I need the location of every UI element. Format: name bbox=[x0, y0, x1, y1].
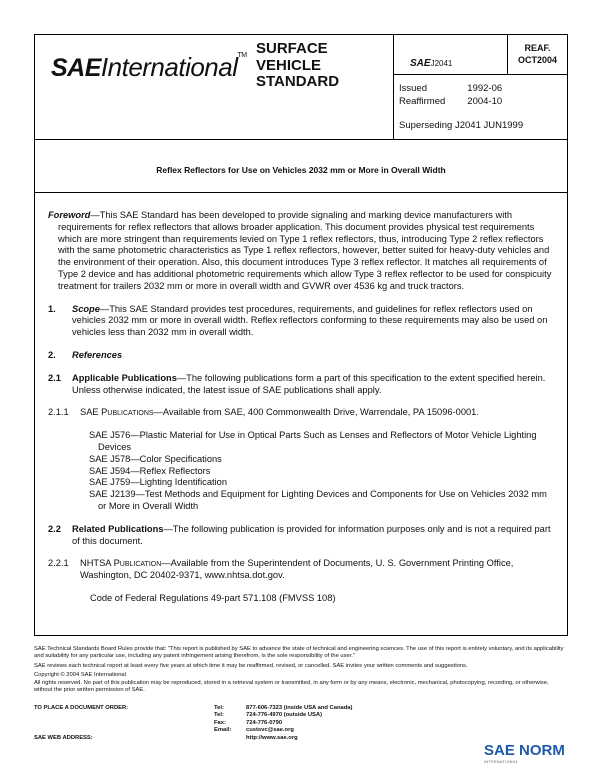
title-divider bbox=[34, 192, 568, 193]
sae-publications-list bbox=[48, 430, 556, 513]
reaffirmed-value: 2004-10 bbox=[467, 95, 503, 107]
cfr-reference: Code of Federal Regulations 49-part 571.108 (FMVSS 108) bbox=[90, 592, 336, 603]
logo-tm: TM bbox=[237, 52, 247, 59]
tel-value: 877-606-7323 (inside USA and Canada) bbox=[246, 705, 353, 711]
footer-rights: All rights reserved. No part of this publication may be reproduced, stored in a retrieval system or transmitted, in any form or by any means, electronic, mechanical, photocopying, recording, or otherwise, without the prior written permission of SAE. bbox=[34, 679, 549, 694]
nhtsa-number: 2.2.1 bbox=[48, 558, 69, 569]
section-related-publications bbox=[48, 524, 556, 548]
web-label: SAE WEB ADDRESS: bbox=[34, 734, 93, 741]
reaf-date: OCT2004 bbox=[517, 55, 558, 65]
section-references bbox=[48, 350, 556, 362]
sae-pubs-label: SAE Publications bbox=[80, 407, 154, 418]
scope-label: Scope bbox=[72, 303, 100, 314]
list-item: SAE J578—Color Specifications bbox=[89, 453, 222, 464]
applicable-label: Applicable Publications bbox=[72, 372, 177, 383]
section-sae-publications bbox=[48, 407, 556, 419]
standard-title-line-1: SURFACE bbox=[256, 40, 328, 57]
foreword-label: Foreword bbox=[48, 210, 91, 220]
reaffirmed-label: Reaffirmed bbox=[399, 95, 446, 107]
header-divider-horizontal bbox=[393, 74, 568, 75]
sae-international-logo bbox=[51, 52, 247, 83]
document-number bbox=[410, 58, 452, 69]
applicable-number: 2.1 bbox=[48, 372, 61, 383]
superseding-note: Superseding J2041 JUN1999 bbox=[399, 120, 524, 131]
nhtsa-text: —Available from the Superintendent of Documents, U. S. Government Printing Office, Washington, DC 20402-9371, www.nhtsa.dot.gov. bbox=[80, 558, 514, 581]
doc-number: J2041 bbox=[430, 59, 453, 68]
doc-prefix: SAE bbox=[410, 58, 431, 69]
issued-label: Issued bbox=[399, 83, 427, 94]
fax-value: 724-776-0790 bbox=[246, 719, 283, 726]
footer-rules: SAE Technical Standards Board Rules provide that: "This report is published by SAE to advance the state of technical and engineering sciences. The use of this report is entirely voluntary, and its applicability and suitability for any particular use, including any patent infringement arising therefrom, is the sole responsibility of the user." bbox=[34, 646, 564, 660]
tel2-label: Tel: bbox=[214, 712, 224, 719]
foreword-text: —This SAE Standard has been developed to provide signaling and marking device manufacturers with requirements for reflex reflectors that allows broader application. This document provides physical test requirements which are more stringent than requirements levied on Type 1 reflex reflectors, thus, introducing Type 2 reflex reflectors with the same photometric characteristics as Type 1 reflex reflectors, however, better suited for heavy-duty vehicles and the environment of their operation. Also, this document introduces Type 3 reflex reflector. It matches all requirements of Type 2 device and has additional photometric requirements which allow Type 3 reflex reflector to be used for conspicuity treatment for trailers 2032 mm or more in overall width and GVWR over 4536 kg and truck tractors. bbox=[58, 210, 552, 291]
standard-title-line-2: VEHICLE bbox=[256, 56, 322, 74]
section-applicable-publications bbox=[48, 373, 556, 397]
document-body bbox=[48, 210, 556, 605]
issued-value: 1992-06 bbox=[467, 83, 503, 94]
sae-pubs-text: —Available from SAE, 400 Commonwealth Drive, Warrendale, PA 15096-0001. bbox=[153, 407, 479, 418]
footer-review: SAE reviews each technical report at least every five years at which time it may be reaffirmed, revised, or cancelled. SAE invites your written comments and suggestions. bbox=[34, 662, 468, 669]
scope-text: —This SAE Standard provides test procedures, requirements, and guidelines for reflex reflectors used on vehicles 2032 mm or more in overall width. Reflex reflectors conforming to these requirements may also be used on vehicles less than 2032 mm in overall width. bbox=[72, 303, 548, 338]
watermark-sub: INTERNATIONAL bbox=[484, 760, 519, 764]
section-nhtsa-publication bbox=[48, 558, 556, 582]
standard-title-line-3: STANDARD bbox=[256, 73, 340, 90]
footer-copyright: Copyright © 2004 SAE International bbox=[34, 672, 126, 679]
related-label: Related Publications bbox=[72, 523, 164, 534]
applicable-text: —The following publications form a part of this specification to the extent specified herein. Unless otherwise indicated, the latest issue of SAE publications shall apply. bbox=[72, 372, 546, 395]
sae-pubs-number: 2.1.1 bbox=[48, 407, 69, 418]
document-title: Reflex Reflectors for Use on Vehicles 2032 mm or More in Overall Width bbox=[156, 165, 446, 175]
related-number: 2.2 bbox=[48, 523, 61, 534]
logo-international: International bbox=[100, 52, 238, 82]
references-label: References bbox=[72, 349, 123, 360]
related-text: —The following publication is provided for information purposes only and is not a required part of this document. bbox=[72, 523, 551, 546]
tel2-value: 724-776-4970 (outside USA) bbox=[246, 712, 323, 719]
references-number: 2. bbox=[48, 349, 56, 360]
list-item: SAE J759—Lighting Identification bbox=[89, 477, 227, 488]
email-link[interactable]: custsvc@sae.org bbox=[246, 727, 294, 734]
standard-type-title bbox=[256, 41, 339, 91]
email-label: Email: bbox=[214, 727, 232, 734]
reaffirmed-box bbox=[507, 42, 568, 66]
sae-norm-watermark bbox=[484, 742, 565, 764]
foreword-paragraph bbox=[48, 210, 556, 293]
order-label: TO PLACE A DOCUMENT ORDER: bbox=[34, 705, 129, 711]
list-item: SAE J2139—Test Methods and Equipment for Lighting Devices and Components for Use on Vehicles 2032 mm or More in Overall Width bbox=[89, 489, 547, 511]
tel-label: Tel: bbox=[214, 705, 224, 711]
logo-sae: SAE bbox=[51, 54, 101, 82]
list-item: SAE J594—Reflex Reflectors bbox=[89, 465, 211, 476]
list-item: SAE J576—Plastic Material for Use in Optical Parts Such as Lenses and Reflectors of Motor Vehicle Lighting Devices bbox=[89, 430, 537, 452]
section-scope bbox=[48, 304, 556, 339]
fax-label: Fax: bbox=[214, 719, 226, 726]
header-divider-vertical bbox=[393, 34, 394, 140]
scope-number: 1. bbox=[48, 303, 56, 314]
footer-notices bbox=[34, 646, 568, 696]
watermark-norm: SAE NORM bbox=[484, 742, 565, 759]
nhtsa-label: NHTSA Publication bbox=[80, 558, 162, 569]
issue-dates bbox=[399, 83, 502, 108]
web-link[interactable]: http://www.sae.org bbox=[246, 734, 298, 741]
reaf-label: REAF. bbox=[524, 43, 551, 53]
